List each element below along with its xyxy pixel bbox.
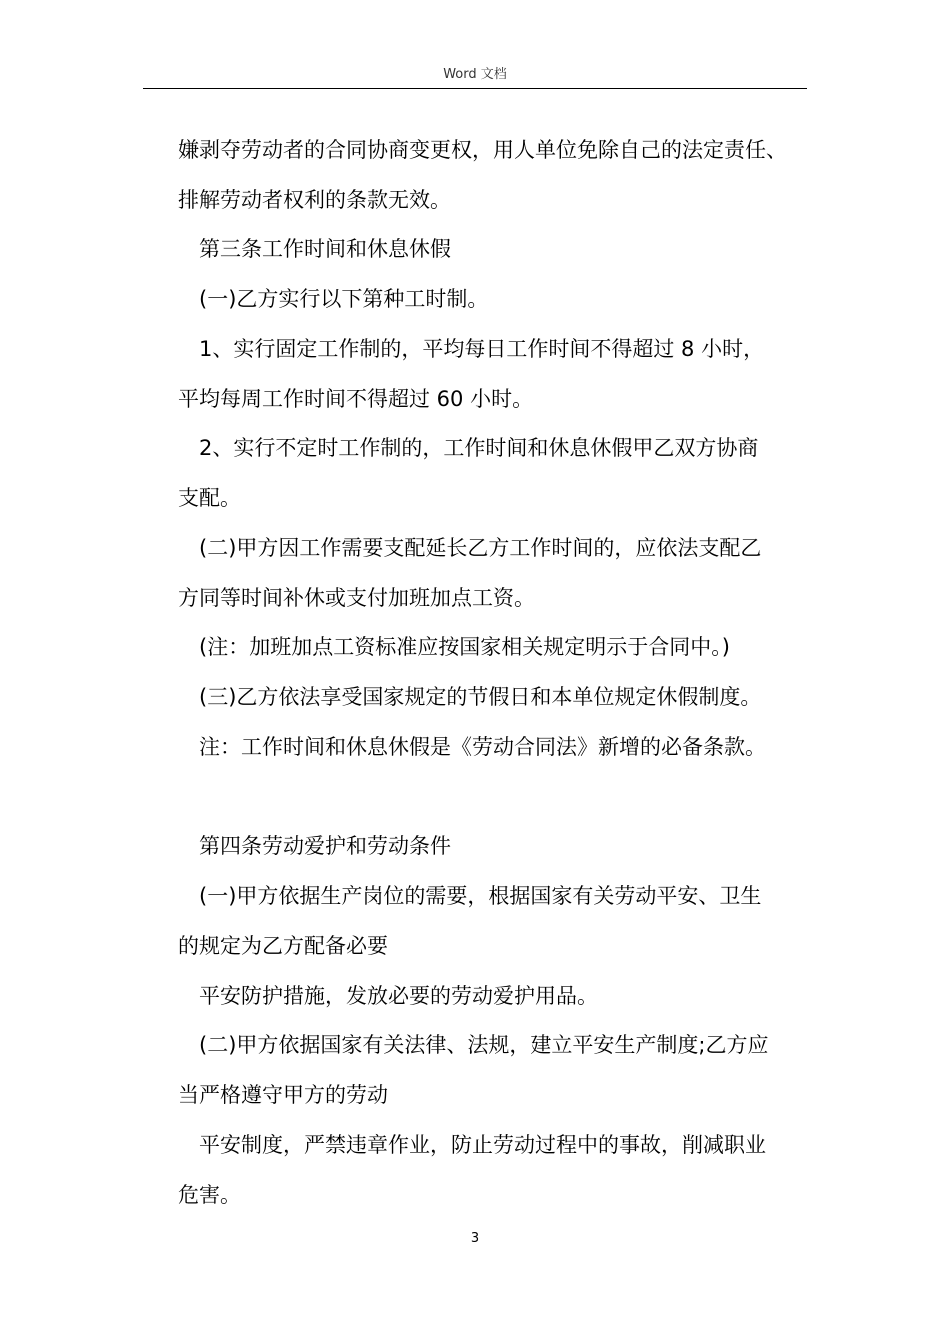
section-heading: 第四条劳动爱护和劳动条件 bbox=[199, 834, 451, 858]
body-line: 平均每周工作时间不得超过 60 小时。 bbox=[178, 387, 534, 411]
body-line: 支配。 bbox=[178, 486, 241, 510]
body-line: 嫌剥夺劳动者的合同协商变更权，用人单位免除自己的法定责任、 bbox=[178, 138, 787, 162]
body-line: 危害。 bbox=[178, 1183, 241, 1207]
body-line: (二)甲方因工作需要支配延长乙方工作时间的，应依法支配乙 bbox=[199, 536, 762, 560]
body-line: 1、实行固定工作制的，平均每日工作时间不得超过 8 小时， bbox=[199, 337, 765, 361]
body-line: 平安制度，严禁违章作业，防止劳动过程中的事故，削减职业 bbox=[199, 1133, 766, 1157]
body-line: 注：工作时间和休息休假是《劳动合同法》新增的必备条款。 bbox=[199, 735, 766, 759]
body-line: (一)乙方实行以下第种工时制。 bbox=[199, 287, 489, 311]
page-header-title: Word 文档 bbox=[443, 67, 507, 82]
body-line: 方同等时间补休或支付加班加点工资。 bbox=[178, 586, 535, 610]
section-heading: 第三条工作时间和休息休假 bbox=[199, 237, 451, 261]
body-line: 当严格遵守甲方的劳动 bbox=[178, 1083, 388, 1107]
body-line: (三)乙方依法享受国家规定的节假日和本单位规定休假制度。 bbox=[199, 685, 762, 709]
body-line: 排解劳动者权利的条款无效。 bbox=[178, 188, 451, 212]
body-line: 平安防护措施，发放必要的劳动爱护用品。 bbox=[199, 984, 598, 1008]
body-line: 的规定为乙方配备必要 bbox=[178, 934, 388, 958]
body-line: (一)甲方依据生产岗位的需要，根据国家有关劳动平安、卫生 bbox=[199, 884, 762, 908]
body-line: (注：加班加点工资标准应按国家相关规定明示于合同中。) bbox=[199, 635, 730, 659]
header-rule bbox=[143, 88, 807, 89]
body-line: 2、实行不定时工作制的，工作时间和休息休假甲乙双方协商 bbox=[199, 436, 759, 460]
page-number: 3 bbox=[470, 1231, 480, 1246]
body-line: (二)甲方依据国家有关法律、法规，建立平安生产制度;乙方应 bbox=[199, 1033, 769, 1057]
